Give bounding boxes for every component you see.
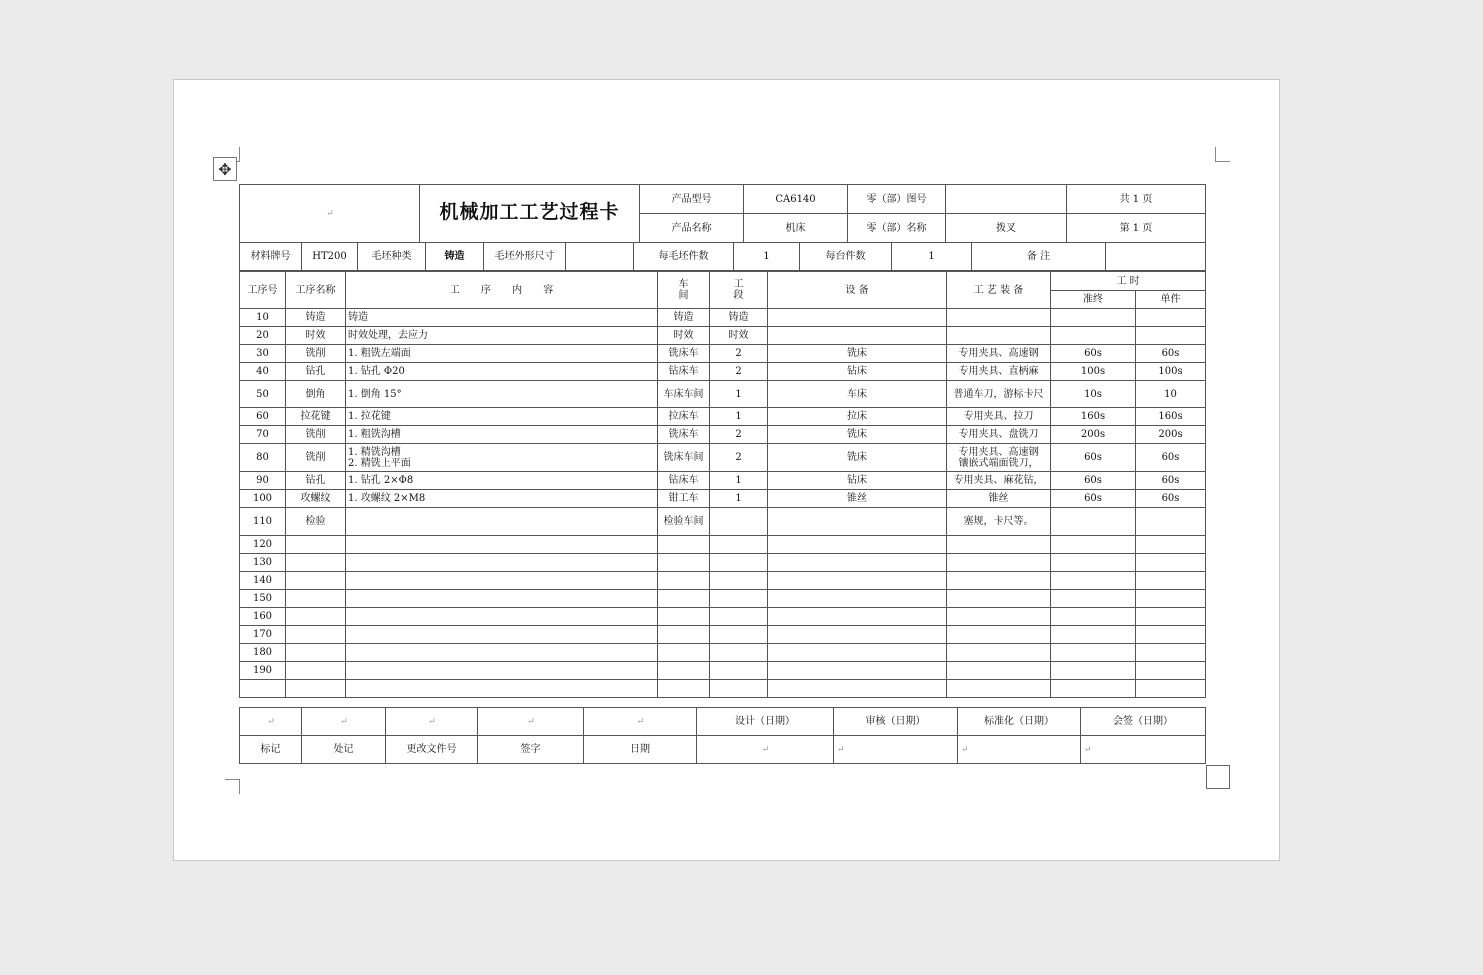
cell-workshop[interactable]: 铣床车	[658, 426, 710, 444]
cell-equipment[interactable]: 锥丝	[768, 490, 947, 508]
cell-content[interactable]	[346, 680, 658, 698]
table-row	[240, 680, 1206, 698]
signature-label: 签字	[478, 736, 584, 764]
cell-section[interactable]	[710, 608, 768, 626]
cell-prep[interactable]	[1051, 590, 1136, 608]
cell-equipment[interactable]	[768, 554, 947, 572]
cell-prep[interactable]: 10s	[1051, 381, 1136, 408]
cell-prep[interactable]	[1051, 554, 1136, 572]
cell-section[interactable]	[710, 662, 768, 680]
standard-label: 标准化（日期）	[958, 708, 1081, 736]
cell-tooling[interactable]	[947, 590, 1051, 608]
cell-unit[interactable]	[1136, 626, 1206, 644]
cell-workshop[interactable]	[658, 608, 710, 626]
cell-section[interactable]: 2	[710, 345, 768, 363]
cell-name[interactable]: 检验	[286, 508, 346, 536]
col-section: 工段	[710, 272, 768, 309]
cell-tooling[interactable]: 专用夹具、高速钢	[947, 345, 1051, 363]
cell-section[interactable]	[710, 590, 768, 608]
cell-tooling[interactable]	[947, 572, 1051, 590]
table-row	[240, 554, 1206, 572]
cell-name[interactable]: 时效	[286, 327, 346, 345]
cell-equipment[interactable]: 拉床	[768, 408, 947, 426]
table-row	[240, 662, 1206, 680]
cell-seq[interactable]: 120	[240, 536, 286, 554]
cell-content[interactable]	[346, 608, 658, 626]
per-blank-label: 每毛坯件数	[634, 243, 734, 271]
cell-seq[interactable]: 130	[240, 554, 286, 572]
cell-tooling[interactable]	[947, 662, 1051, 680]
cell-unit[interactable]	[1136, 508, 1206, 536]
cell-content[interactable]	[346, 536, 658, 554]
table-row	[240, 381, 1206, 408]
cell-section[interactable]: 1	[710, 408, 768, 426]
cell-name[interactable]	[286, 662, 346, 680]
cell-workshop[interactable]	[658, 554, 710, 572]
cell-unit[interactable]: 60s	[1136, 472, 1206, 490]
cell-tooling[interactable]: 专用夹具、高速钢 镶嵌式端面铣刀，	[947, 444, 1051, 472]
cell-content[interactable]	[346, 662, 658, 680]
cell-name[interactable]: 钻孔	[286, 472, 346, 490]
col-prep: 准终	[1051, 291, 1136, 309]
cell-seq[interactable]: 80	[240, 444, 286, 472]
cell-seq[interactable]: 40	[240, 363, 286, 381]
cell-section[interactable]	[710, 554, 768, 572]
per-unit-value[interactable]: 1	[892, 243, 972, 271]
footer-table	[239, 707, 1206, 764]
col-tooling: 工 艺 装 备	[947, 272, 1051, 309]
cell-section[interactable]	[710, 508, 768, 536]
cell-prep[interactable]	[1051, 626, 1136, 644]
cell-seq[interactable]: 140	[240, 572, 286, 590]
crop-mark-bottom-left	[225, 779, 240, 794]
cell-section[interactable]	[710, 572, 768, 590]
cell-workshop[interactable]: 时效	[658, 327, 710, 345]
cell-seq[interactable]	[240, 680, 286, 698]
cell-unit[interactable]: 10	[1136, 381, 1206, 408]
cell-section[interactable]	[710, 536, 768, 554]
logo-cell: ↵	[240, 185, 420, 243]
col-workshop: 车间	[658, 272, 710, 309]
mark-label: 标记	[240, 736, 302, 764]
cell-prep[interactable]	[1051, 508, 1136, 536]
cell-content[interactable]: 1. 拉花键	[346, 408, 658, 426]
material-no-value[interactable]: HT200	[302, 243, 358, 271]
cell-workshop[interactable]	[658, 572, 710, 590]
cell-unit[interactable]: 160s	[1136, 408, 1206, 426]
cell-prep[interactable]: 200s	[1051, 426, 1136, 444]
cell-name[interactable]	[286, 608, 346, 626]
cell-prep[interactable]	[1051, 680, 1136, 698]
cell-name[interactable]: 拉花键	[286, 408, 346, 426]
cell-name[interactable]: 钻孔	[286, 363, 346, 381]
cell-prep[interactable]	[1051, 309, 1136, 327]
cell-prep[interactable]: 100s	[1051, 363, 1136, 381]
cell-workshop[interactable]	[658, 680, 710, 698]
cell-equipment[interactable]	[768, 608, 947, 626]
cell-tooling[interactable]	[947, 644, 1051, 662]
cell-seq[interactable]: 160	[240, 608, 286, 626]
cell-workshop[interactable]: 钻床车	[658, 363, 710, 381]
footer-blank-1[interactable]: ↵	[240, 708, 302, 736]
standard-value[interactable]: ↵	[958, 736, 1081, 764]
cell-content[interactable]: 1. 粗铣沟槽	[346, 426, 658, 444]
col-name: 工序名称	[286, 272, 346, 309]
cell-unit[interactable]	[1136, 309, 1206, 327]
cell-name[interactable]	[286, 572, 346, 590]
cell-content[interactable]	[346, 644, 658, 662]
cell-unit[interactable]: 100s	[1136, 363, 1206, 381]
col-unit: 单件	[1136, 291, 1206, 309]
cell-prep[interactable]	[1051, 536, 1136, 554]
change-doc-label: 更改文件号	[386, 736, 478, 764]
cell-tooling[interactable]	[947, 554, 1051, 572]
remark-label: 备 注	[972, 243, 1106, 271]
cell-tooling[interactable]: 锥丝	[947, 490, 1051, 508]
cell-workshop[interactable]	[658, 590, 710, 608]
cell-workshop[interactable]: 钳工车	[658, 490, 710, 508]
product-name-label: 产品名称	[640, 214, 744, 243]
cell-prep[interactable]	[1051, 327, 1136, 345]
cell-content[interactable]	[346, 626, 658, 644]
table-row	[240, 608, 1206, 626]
blank-size-value[interactable]	[566, 243, 634, 271]
cell-seq[interactable]: 50	[240, 381, 286, 408]
product-model-label: 产品型号	[640, 185, 744, 214]
cell-content[interactable]: 时效处理，去应力	[346, 327, 658, 345]
table-row	[240, 327, 1206, 345]
cell-seq[interactable]: 60	[240, 408, 286, 426]
cell-seq[interactable]: 170	[240, 626, 286, 644]
date-label: 日期	[584, 736, 697, 764]
cell-workshop[interactable]: 铣床车间	[658, 444, 710, 472]
table-row	[240, 572, 1206, 590]
cell-content[interactable]	[346, 554, 658, 572]
cell-workshop[interactable]: 检验车间	[658, 508, 710, 536]
cell-workshop[interactable]: 钻床车	[658, 472, 710, 490]
countersign-value[interactable]: ↵	[1081, 736, 1206, 764]
table-row	[240, 345, 1206, 363]
cell-unit[interactable]: 60s	[1136, 444, 1206, 472]
cell-prep[interactable]	[1051, 662, 1136, 680]
table-resize-handle[interactable]	[1206, 765, 1230, 789]
total-pages: 共 1 页	[1067, 185, 1206, 214]
cell-content[interactable]: 铸造	[346, 309, 658, 327]
cell-section[interactable]: 1	[710, 381, 768, 408]
cell-equipment[interactable]	[768, 644, 947, 662]
cell-unit[interactable]: 60s	[1136, 345, 1206, 363]
cell-tooling[interactable]	[947, 608, 1051, 626]
cell-unit[interactable]	[1136, 662, 1206, 680]
cell-prep[interactable]	[1051, 644, 1136, 662]
cell-unit[interactable]	[1136, 327, 1206, 345]
cell-content[interactable]: 1. 粗铣左端面	[346, 345, 658, 363]
cell-section[interactable]: 时效	[710, 327, 768, 345]
part-name-label: 零（部）名称	[848, 214, 946, 243]
cell-section[interactable]: 2	[710, 426, 768, 444]
cell-name[interactable]	[286, 626, 346, 644]
cell-equipment[interactable]: 钻床	[768, 363, 947, 381]
cell-seq[interactable]: 180	[240, 644, 286, 662]
cell-tooling[interactable]	[947, 536, 1051, 554]
per-blank-value[interactable]: 1	[734, 243, 800, 271]
cell-name[interactable]: 攻螺纹	[286, 490, 346, 508]
cell-equipment[interactable]: 车床	[768, 381, 947, 408]
cell-section[interactable]: 铸造	[710, 309, 768, 327]
cell-content[interactable]: 1. 钻孔 2×Φ8	[346, 472, 658, 490]
cell-name[interactable]	[286, 680, 346, 698]
footer-blank-2[interactable]: ↵	[302, 708, 386, 736]
cell-equipment[interactable]	[768, 327, 947, 345]
table-row	[240, 408, 1206, 426]
cell-content[interactable]: 1. 精铣沟槽 2. 精铣上平面	[346, 444, 658, 472]
cell-workshop[interactable]: 铣床车	[658, 345, 710, 363]
table-row	[240, 363, 1206, 381]
footer-blank-4[interactable]: ↵	[478, 708, 584, 736]
cell-content[interactable]: 1. 钻孔 Φ20	[346, 363, 658, 381]
cell-tooling[interactable]	[947, 309, 1051, 327]
table-row	[240, 508, 1206, 536]
cell-equipment[interactable]	[768, 590, 947, 608]
blank-size-label: 毛坯外形尺寸	[484, 243, 566, 271]
table-row	[240, 490, 1206, 508]
cell-seq[interactable]: 190	[240, 662, 286, 680]
cell-workshop[interactable]	[658, 626, 710, 644]
part-no-label: 零（部）图号	[848, 185, 946, 214]
cell-tooling[interactable]: 专用夹具、盘铣刀	[947, 426, 1051, 444]
cell-section[interactable]: 1	[710, 472, 768, 490]
process-rows	[240, 309, 1206, 698]
crop-mark-top-right	[1215, 147, 1230, 162]
cell-name[interactable]	[286, 644, 346, 662]
cell-name[interactable]	[286, 536, 346, 554]
cell-equipment[interactable]	[768, 662, 947, 680]
col-time: 工 时	[1051, 272, 1206, 291]
card-title: 机械加工工艺过程卡	[420, 185, 640, 243]
cell-content[interactable]: 1. 攻螺纹 2×M8	[346, 490, 658, 508]
cell-name[interactable]: 铣削	[286, 426, 346, 444]
cell-name[interactable]: 铣削	[286, 345, 346, 363]
cell-section[interactable]: 2	[710, 444, 768, 472]
cell-name[interactable]: 铸造	[286, 309, 346, 327]
cell-unit[interactable]	[1136, 608, 1206, 626]
table-row	[240, 309, 1206, 327]
cell-tooling[interactable]	[947, 626, 1051, 644]
table-row	[240, 626, 1206, 644]
cell-name[interactable]: 倒角	[286, 381, 346, 408]
design-value[interactable]: ↵	[697, 736, 834, 764]
cell-tooling[interactable]	[947, 680, 1051, 698]
product-model-value[interactable]: CA6140	[744, 185, 848, 214]
remark-value[interactable]	[1106, 243, 1206, 271]
material-table	[239, 242, 1206, 271]
cell-section[interactable]	[710, 680, 768, 698]
cell-seq[interactable]: 70	[240, 426, 286, 444]
cell-seq[interactable]: 90	[240, 472, 286, 490]
table-row	[240, 472, 1206, 490]
cell-content[interactable]: 1. 倒角 15°	[346, 381, 658, 408]
cell-section[interactable]	[710, 626, 768, 644]
page-no: 第 1 页	[1067, 214, 1206, 243]
cell-workshop[interactable]: 铸造	[658, 309, 710, 327]
cell-tooling[interactable]: 专用夹具、直柄麻	[947, 363, 1051, 381]
cell-seq[interactable]: 100	[240, 490, 286, 508]
review-value[interactable]: ↵	[834, 736, 958, 764]
cell-prep[interactable]: 60s	[1051, 472, 1136, 490]
cell-seq[interactable]: 20	[240, 327, 286, 345]
cell-equipment[interactable]	[768, 309, 947, 327]
cell-unit[interactable]	[1136, 680, 1206, 698]
blank-type-value[interactable]: 铸造	[426, 243, 484, 271]
cell-name[interactable]	[286, 554, 346, 572]
cell-equipment[interactable]	[768, 572, 947, 590]
cell-prep[interactable]	[1051, 572, 1136, 590]
cell-equipment[interactable]: 钻床	[768, 472, 947, 490]
cell-seq[interactable]: 30	[240, 345, 286, 363]
table-row	[240, 644, 1206, 662]
cell-equipment[interactable]	[768, 626, 947, 644]
cell-unit[interactable]	[1136, 536, 1206, 554]
table-row	[240, 536, 1206, 554]
cell-workshop[interactable]	[658, 536, 710, 554]
part-name-value[interactable]: 拨叉	[946, 214, 1067, 243]
cell-equipment[interactable]: 铣床	[768, 345, 947, 363]
cell-prep[interactable]	[1051, 608, 1136, 626]
cell-unit[interactable]: 60s	[1136, 490, 1206, 508]
table-row	[240, 590, 1206, 608]
cell-equipment[interactable]: 铣床	[768, 444, 947, 472]
table-move-handle-icon[interactable]: ✥	[213, 157, 237, 181]
cell-workshop[interactable]: 拉床车	[658, 408, 710, 426]
cell-prep[interactable]: 60s	[1051, 444, 1136, 472]
per-unit-label: 每台件数	[800, 243, 892, 271]
table-row	[240, 444, 1206, 472]
cell-workshop[interactable]	[658, 662, 710, 680]
cell-equipment[interactable]	[768, 680, 947, 698]
header-table	[239, 184, 1206, 243]
cell-unit[interactable]: 200s	[1136, 426, 1206, 444]
cell-prep[interactable]: 160s	[1051, 408, 1136, 426]
cell-workshop[interactable]: 车床车间	[658, 381, 710, 408]
cell-unit[interactable]	[1136, 572, 1206, 590]
cell-seq[interactable]: 110	[240, 508, 286, 536]
table-row	[240, 426, 1206, 444]
col-seq: 工序号	[240, 272, 286, 309]
cell-tooling[interactable]: 普通车刀，游标卡尺	[947, 381, 1051, 408]
design-label: 设计（日期）	[697, 708, 834, 736]
footer-blank-5[interactable]: ↵	[584, 708, 697, 736]
cell-tooling[interactable]: 塞规，卡尺等。	[947, 508, 1051, 536]
cell-tooling[interactable]: 专用夹具、麻花钻，	[947, 472, 1051, 490]
cell-section[interactable]: 2	[710, 363, 768, 381]
review-label: 审核（日期）	[834, 708, 958, 736]
cell-unit[interactable]	[1136, 644, 1206, 662]
cell-tooling[interactable]: 专用夹具、拉刀	[947, 408, 1051, 426]
footer-blank-3[interactable]: ↵	[386, 708, 478, 736]
col-content: 工 序 内 容	[346, 272, 658, 309]
cell-seq[interactable]: 150	[240, 590, 286, 608]
material-no-label: 材料牌号	[240, 243, 302, 271]
cell-content[interactable]	[346, 572, 658, 590]
product-name-value[interactable]: 机床	[744, 214, 848, 243]
cell-equipment[interactable]	[768, 536, 947, 554]
blank-type-label: 毛坯种类	[358, 243, 426, 271]
cell-unit[interactable]	[1136, 554, 1206, 572]
cell-seq[interactable]: 10	[240, 309, 286, 327]
cell-unit[interactable]	[1136, 590, 1206, 608]
process-table	[239, 271, 1206, 698]
cell-section[interactable]: 1	[710, 490, 768, 508]
cell-section[interactable]	[710, 644, 768, 662]
countersign-label: 会签（日期）	[1081, 708, 1206, 736]
count-label: 处记	[302, 736, 386, 764]
cell-prep[interactable]: 60s	[1051, 345, 1136, 363]
cell-equipment[interactable]: 铣床	[768, 426, 947, 444]
cell-name[interactable]	[286, 590, 346, 608]
cell-tooling[interactable]	[947, 327, 1051, 345]
cell-workshop[interactable]	[658, 644, 710, 662]
part-no-value[interactable]	[946, 185, 1067, 214]
cell-prep[interactable]: 60s	[1051, 490, 1136, 508]
cell-content[interactable]	[346, 590, 658, 608]
cell-name[interactable]: 铣削	[286, 444, 346, 472]
cell-equipment[interactable]	[768, 508, 947, 536]
cell-content[interactable]	[346, 508, 658, 536]
col-equipment: 设 备	[768, 272, 947, 309]
